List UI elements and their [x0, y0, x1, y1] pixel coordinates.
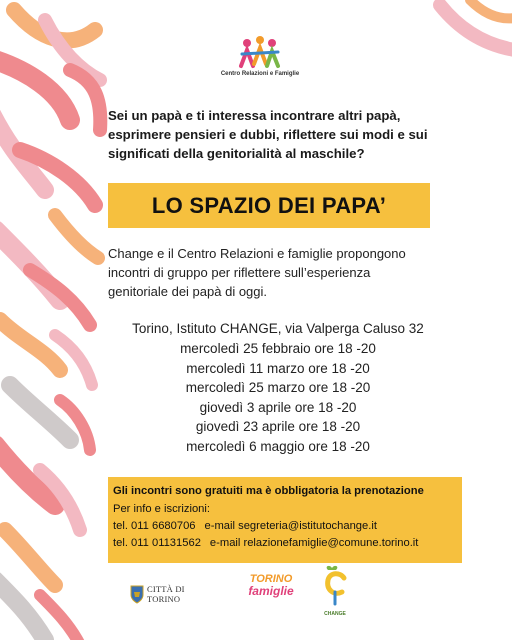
phone-1: tel. 011 6680706 [113, 520, 196, 532]
title-banner [108, 183, 430, 228]
family-figures-icon [238, 36, 282, 70]
phone-2: tel. 011 01131562 [113, 537, 201, 549]
change-logo-caption: CHANGE [324, 611, 346, 617]
intro-line: Sei un papà e ti interessa incontrare altri papà, [108, 108, 401, 123]
email-1[interactable]: e-mail segreteria@istitutochange.it [204, 520, 377, 532]
description-line: genitoriale dei papà di oggi. [108, 284, 268, 299]
description [108, 244, 470, 301]
contact-line-2 [113, 537, 418, 549]
info-label: Per info e iscrizioni: [113, 503, 210, 515]
change-leaf-icon [320, 564, 350, 606]
session-schedule [108, 319, 448, 456]
change-logo [318, 564, 352, 616]
contact-line-1 [113, 520, 377, 532]
citta-di-torino-logo [130, 574, 220, 614]
session-date: mercoledì 25 marzo ore 18 -20 [185, 380, 371, 395]
logo-caption: Centro Relazioni e Famiglie [220, 71, 300, 77]
info-headline: Gli incontri sono gratuiti ma è obbligatoria la prenotazione [113, 485, 424, 497]
description-line: incontri di gruppo per riflettere sull’esperienza [108, 265, 371, 280]
torino-logo-text: CITTÀ DI TORINO [147, 584, 185, 604]
famiglie-logo-line2: famiglie [248, 584, 294, 598]
session-date: mercoledì 25 febbraio ore 18 -20 [180, 341, 376, 356]
session-date: giovedì 3 aprile ore 18 -20 [199, 399, 357, 415]
intro-line: esprimere pensieri e dubbi, riflettere sui modi e sui [108, 127, 428, 142]
session-date: mercoledì 6 maggio ore 18 -20 [186, 438, 370, 454]
email-2[interactable]: e-mail relazionefamiglie@comune.torino.it [209, 537, 419, 549]
info-box [108, 477, 462, 563]
intro-line: significati della genitorialità al maschile? [108, 146, 365, 161]
centro-relazioni-logo [212, 36, 308, 88]
location: Torino, Istituto CHANGE, via Valperga Caluso 32 [132, 321, 424, 336]
torino-famiglie-logo [240, 574, 302, 604]
torino-shield-icon [130, 584, 144, 604]
banner-title: LO SPAZIO DEI PAPA’ [151, 192, 387, 218]
session-date: mercoledì 11 marzo ore 18 -20 [186, 360, 370, 376]
description-line: Change e il Centro Relazioni e famiglie propongono [108, 246, 406, 261]
intro-question [108, 106, 483, 163]
famiglie-logo-line1: TORINO [249, 573, 293, 585]
session-date: giovedì 23 aprile ore 18 -20 [195, 419, 361, 434]
